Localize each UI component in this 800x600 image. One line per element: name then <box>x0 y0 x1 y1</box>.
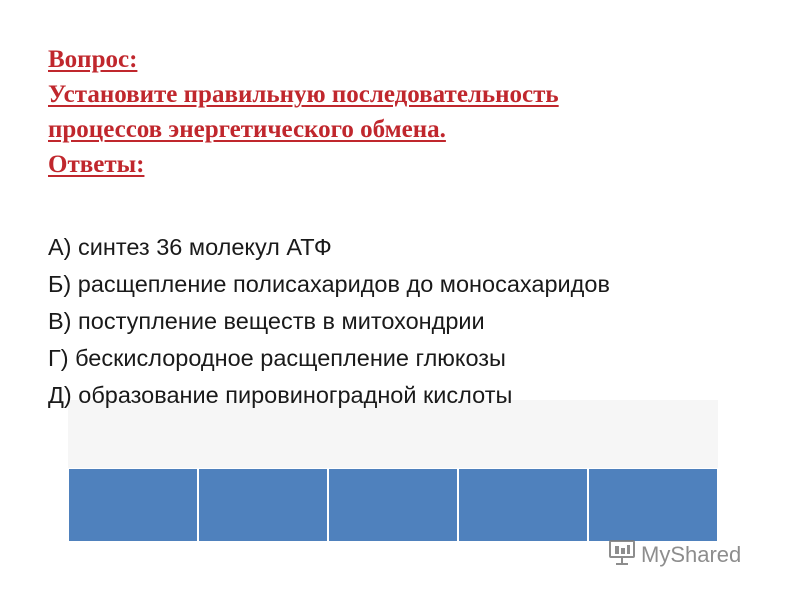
option-a: А) синтез 36 молекул АТФ <box>48 234 332 260</box>
answer-cell-5[interactable] <box>589 469 717 541</box>
question-text-line-1: Установите правильную последовательность <box>48 81 559 108</box>
answer-cell-3[interactable] <box>329 469 459 541</box>
option-b: Б) расщепление полисахаридов до моносахаридов <box>48 271 610 297</box>
watermark <box>607 537 741 573</box>
option-g: Г) бескислородное расщепление глюкозы <box>48 345 506 371</box>
answer-table <box>68 468 718 542</box>
option-v: В) поступление веществ в митохондрии <box>48 308 485 334</box>
options-list <box>48 229 768 414</box>
answer-cell-1[interactable] <box>69 469 199 541</box>
answers-label: Ответы: <box>48 151 145 178</box>
watermark-text: MyShared <box>641 542 742 567</box>
question-label: Вопрос: <box>48 46 138 73</box>
option-d: Д) образование пировиноградной кислоты <box>48 382 513 408</box>
question-block <box>48 42 768 182</box>
answer-cell-2[interactable] <box>199 469 329 541</box>
answer-cell-4[interactable] <box>459 469 589 541</box>
question-text-line-2: процессов энергетического обмена. <box>48 116 446 143</box>
presentation-board-icon <box>607 537 641 573</box>
